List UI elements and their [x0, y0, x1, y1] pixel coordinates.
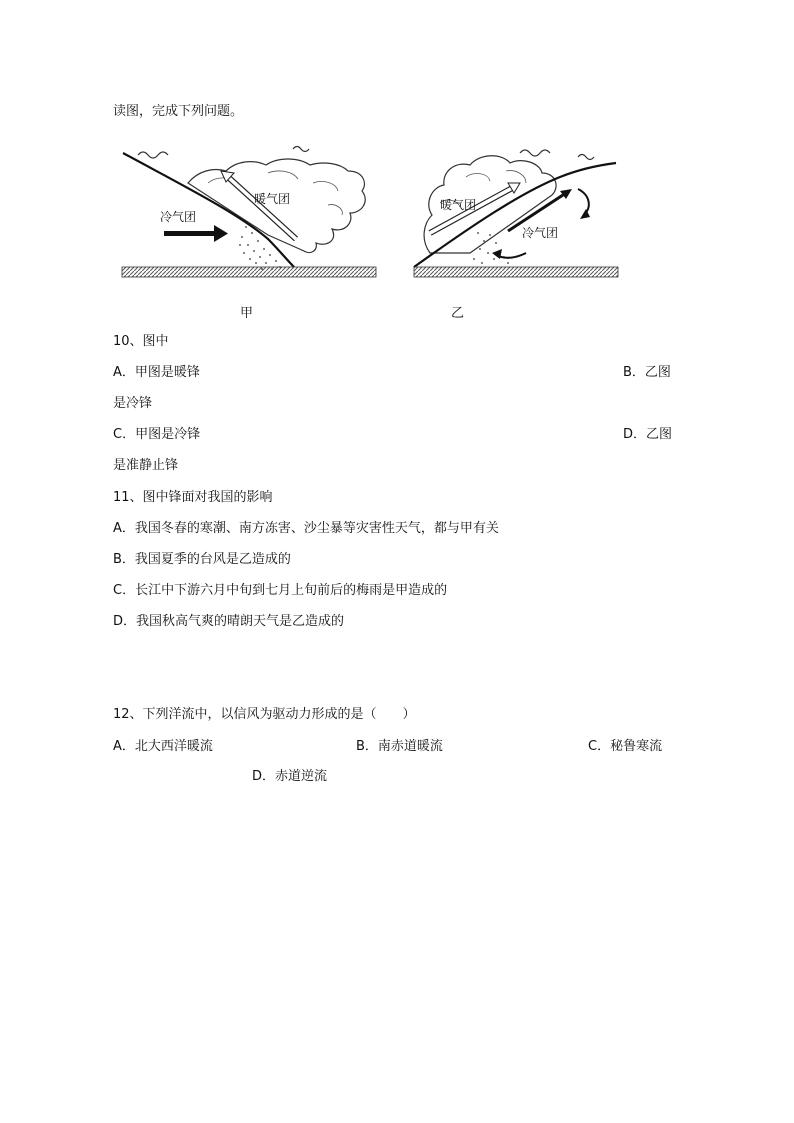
cold-air-label: 冷气团: [160, 210, 197, 224]
q11-stem: 11、图中锋面对我国的影响: [113, 490, 273, 505]
q12-stem: 12、下列洋流中，以信风为驱动力形成的是（ ）: [113, 707, 416, 722]
figure-caption-jia: 甲: [240, 306, 254, 321]
q10-option-d-tail[interactable]: 是准静止锋: [113, 458, 179, 473]
figure-yi: [410, 143, 624, 285]
q11-option-d[interactable]: D．我国秋高气爽的晴朗天气是乙造成的: [113, 614, 345, 629]
q11-option-a[interactable]: A．我国冬春的寒潮、南方冻害、沙尘暴等灾害性天气，都与甲有关: [113, 521, 499, 536]
q11-option-b[interactable]: B．我国夏季的台风是乙造成的: [113, 552, 291, 567]
figure-caption-yi: 乙: [451, 306, 465, 321]
q10-option-a[interactable]: A．甲图是暖锋: [113, 365, 200, 380]
q12-option-b[interactable]: B．南赤道暖流: [356, 739, 443, 754]
cold-air-label: 冷气团: [522, 226, 559, 240]
q10-option-b-head[interactable]: B．乙图: [623, 365, 671, 380]
cold-air-arrow: [164, 225, 228, 242]
warm-air-label: 暖气团: [254, 192, 291, 206]
figure-jia: [118, 143, 380, 285]
q10-option-d-head[interactable]: D．乙图: [623, 427, 673, 442]
ground: [122, 267, 376, 277]
q10-option-c[interactable]: C．甲图是冷锋: [113, 427, 201, 442]
q12-option-a[interactable]: A．北大西洋暖流: [113, 739, 213, 754]
intro-text: 读图，完成下列问题。: [113, 104, 244, 119]
q11-option-c[interactable]: C．长江中下游六月中旬到七月上旬前后的梅雨是甲造成的: [113, 583, 448, 598]
q10-stem: 10、图中: [113, 334, 169, 349]
q12-option-c[interactable]: C．秘鲁寒流: [588, 739, 663, 754]
q10-option-b-tail[interactable]: 是冷锋: [113, 396, 153, 411]
warm-air-label: 暖气团: [440, 198, 477, 212]
ground: [414, 267, 618, 277]
curved-arrow: [578, 189, 589, 215]
q12-option-d[interactable]: D．赤道逆流: [252, 769, 328, 784]
